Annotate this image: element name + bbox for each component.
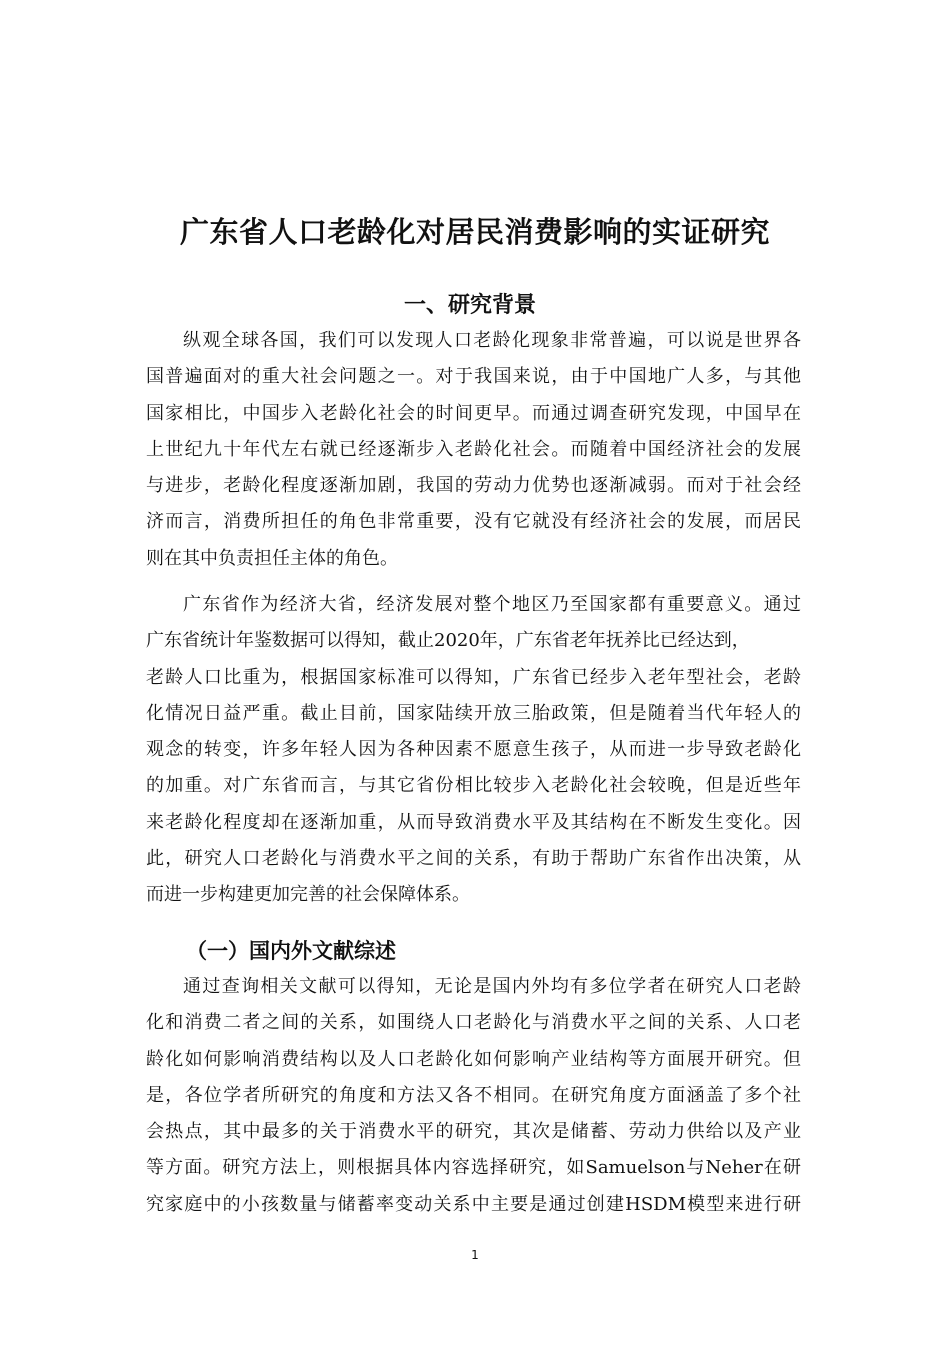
text-line: 观念的转变，许多年轻人因为各种因素不愿意生孩子，从而进一步导致老龄化 <box>146 739 801 761</box>
text-line: 化情况日益严重。截止目前，国家陆续开放三胎政策，但是随着当代年轻人的 <box>146 702 801 724</box>
subsection-heading-literature-review: （一）国内外文献综述 <box>186 939 396 963</box>
text-line: 广东省统计年鉴数据可以得知，截止2020年，广东省老年抚养比已经达到， <box>146 630 750 652</box>
text-line: 龄化如何影响消费结构以及人口老龄化如何影响产业结构等方面展开研究。但 <box>146 1048 801 1070</box>
text-line: 是，各位学者所研究的角度和方法又各不相同。在研究角度方面涵盖了多个社 <box>146 1084 801 1106</box>
paragraph-literature-review <box>146 969 801 1223</box>
document-title: 广东省人口老龄化对居民消费影响的实证研究 <box>179 215 770 249</box>
text-line: 纵观全球各国，我们可以发现人口老龄化现象非常普遍，可以说是世界各 <box>183 330 801 351</box>
text-line: 等方面。研究方法上，则根据具体内容选择研究，如Samuelson与Neher在研 <box>146 1157 801 1179</box>
text-line: 此，研究人口老龄化与消费水平之间的关系，有助于帮助广东省作出决策，从 <box>146 848 801 870</box>
text-line: 济而言，消费所担任的角色非常重要，没有它就没有经济社会的发展，而居民 <box>146 511 801 533</box>
text-line: 国普遍面对的重大社会问题之一。对于我国来说，由于中国地广人多，与其他 <box>146 366 801 388</box>
text-line: 化和消费二者之间的关系，如围绕人口老龄化与消费水平之间的关系、人口老 <box>146 1012 801 1034</box>
text-line: 究家庭中的小孩数量与储蓄率变动关系中主要是通过创建HSDM模型来进行研 <box>146 1193 801 1215</box>
paragraph-global-aging <box>146 323 801 577</box>
text-line: 老龄人口比重为，根据国家标准可以得知，广东省已经步入老年型社会，老龄 <box>146 666 801 688</box>
paragraph-guangdong-aging <box>146 587 801 914</box>
section-heading-research-background: 一、研究背景 <box>403 293 536 318</box>
text-line: 上世纪九十年代左右就已经逐渐步入老龄化社会。而随着中国经济社会的发展 <box>146 438 801 460</box>
text-line: 国家相比，中国步入老龄化社会的时间更早。而通过调查研究发现，中国早在 <box>146 402 801 424</box>
text-line: 则在其中负责担任主体的角色。 <box>146 547 398 569</box>
text-line: 而进一步构建更加完善的社会保障体系。 <box>146 884 470 906</box>
text-line: 的加重。对广东省而言，与其它省份相比较步入老龄化社会较晚，但是近些年 <box>146 775 801 797</box>
text-line: 会热点，其中最多的关于消费水平的研究，其次是储蓄、劳动力供给以及产业 <box>146 1121 801 1143</box>
page-number: 1 <box>471 1248 479 1262</box>
text-line: 广东省作为经济大省，经济发展对整个地区乃至国家都有重要意义。通过 <box>183 594 801 615</box>
text-line: 与进步，老龄化程度逐渐加剧，我国的劳动力优势也逐渐减弱。而对于社会经 <box>146 475 801 497</box>
text-line: 来老龄化程度却在逐渐加重，从而导致消费水平及其结构在不断发生变化。因 <box>146 811 801 833</box>
text-line: 通过查询相关文献可以得知，无论是国内外均有多位学者在研究人口老龄 <box>183 976 801 997</box>
